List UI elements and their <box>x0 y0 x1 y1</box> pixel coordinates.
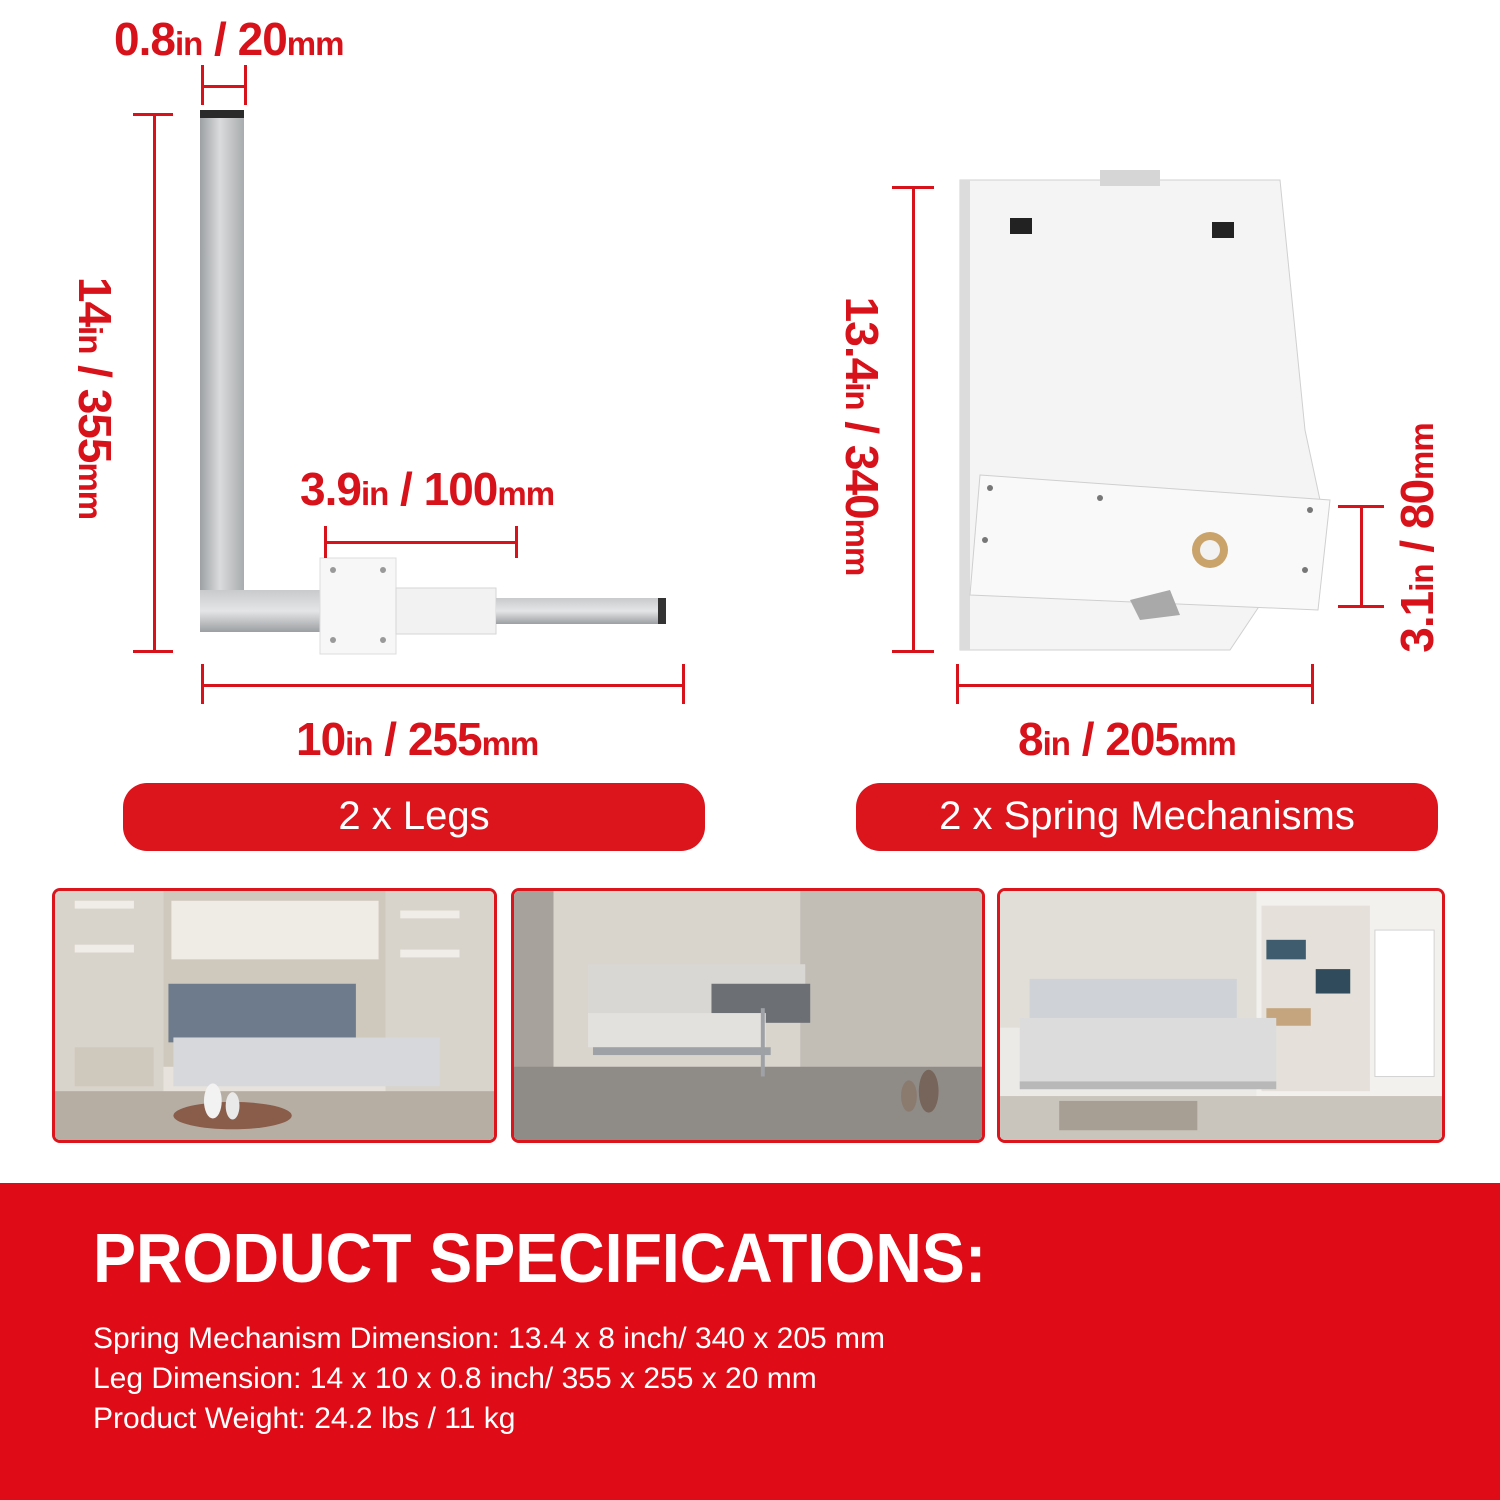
spec-line-spring: Spring Mechanism Dimension: 13.4 x 8 inch/ 340 x 205 mm <box>93 1322 886 1355</box>
leg-width-line <box>203 85 245 88</box>
leg-foot-line <box>325 541 517 544</box>
leg-product-image <box>190 100 690 660</box>
bedroom-photo-1 <box>52 888 497 1143</box>
spec-line-weight: Product Weight: 24.2 lbs / 11 kg <box>93 1402 516 1435</box>
spring-depth-label: 3.1in / 80mm <box>1391 423 1443 653</box>
spring-height-line <box>912 188 915 651</box>
spring-mechanism-image <box>940 170 1340 660</box>
spring-height-label: 13.4in / 340mm <box>836 296 888 576</box>
legs-label-pill: 2 x Legs <box>123 783 705 851</box>
leg-length-label: 10in / 255mm <box>296 713 539 765</box>
spec-line-leg: Leg Dimension: 14 x 10 x 0.8 inch/ 355 x 255 x 20 mm <box>93 1362 817 1395</box>
bedroom-photo-2 <box>511 888 985 1143</box>
spring-depth-line <box>1360 507 1363 607</box>
leg-width-label: 0.8in / 20mm <box>114 13 344 65</box>
leg-length-line <box>203 684 683 687</box>
bedroom-photo-3 <box>997 888 1445 1143</box>
leg-foot-label: 3.9in / 100mm <box>300 463 555 515</box>
leg-height-label: 14in / 355mm <box>69 276 121 520</box>
leg-height-line <box>153 115 156 650</box>
specifications-title: PRODUCT SPECIFICATIONS: <box>93 1219 987 1297</box>
springs-label-pill: 2 x Spring Mechanisms <box>856 783 1438 851</box>
spring-width-label: 8in / 205mm <box>1018 713 1236 765</box>
spring-width-line <box>958 684 1313 687</box>
